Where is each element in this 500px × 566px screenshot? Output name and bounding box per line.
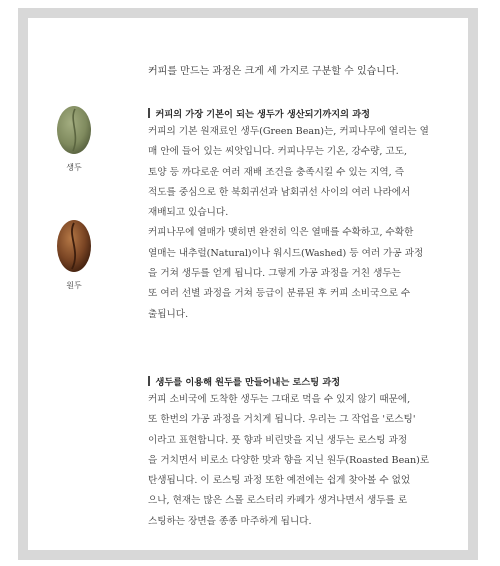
section2-line: 탄생됩니다. 이 로스팅 과정 또한 예전에는 쉽게 찾아볼 수 없었 xyxy=(148,475,411,487)
section2-line: 이라고 표현합니다. 풋 향과 비린맛을 지닌 생두는 로스팅 과정 xyxy=(148,434,408,446)
section1-line: 을 거쳐 생두를 얻게 됩니다. 그렇게 가공 과정을 거친 생두는 xyxy=(148,268,401,280)
section1-line: 출됩니다. xyxy=(148,308,189,320)
section1-line: 커피의 기본 원재료인 생두(Green Bean)는, 커피나무에 열리는 열 xyxy=(148,126,429,137)
section1-paragraph xyxy=(148,122,452,325)
roasted-coffee-bean-icon xyxy=(54,218,94,274)
section2-heading xyxy=(148,374,448,388)
page-frame xyxy=(18,8,478,560)
roasted-bean-image xyxy=(54,218,94,274)
heading-bar xyxy=(148,376,150,386)
section2-line: 커피 소비국에 도착한 생두는 그대로 먹을 수 있지 않기 때문에, xyxy=(148,394,411,405)
section2-paragraph xyxy=(148,390,452,532)
green-bean-label: 생두 xyxy=(66,163,82,172)
green-coffee-bean-icon xyxy=(54,104,94,156)
section2-line: 으나, 현재는 많은 스몰 로스터리 카페가 생겨나면서 생두를 로 xyxy=(148,495,408,507)
section1-line: 매 안에 들어 있는 씨앗입니다. 커피나무는 기온, 강수량, 고도, xyxy=(148,146,408,158)
document-page xyxy=(28,18,468,550)
section1-line: 커피나무에 열매가 맺히면 완전히 익은 열매를 수확하고, 수확한 xyxy=(148,227,414,239)
green-bean-image xyxy=(54,104,94,156)
section2-line: 스팅하는 장면을 종종 마주하게 됩니다. xyxy=(148,515,312,527)
section1-line: 적도를 중심으로 한 북회귀선과 남회귀선 사이의 여러 나라에서 xyxy=(148,186,411,198)
intro-text: 커피를 만드는 과정은 크게 세 가지로 구분할 수 있습니다. xyxy=(148,66,399,77)
section1-line: 열매는 내추럴(Natural)이나 워시드(Washed) 등 여러 가공 과정 xyxy=(148,247,424,259)
section1-heading-text: 커피의 가장 기본이 되는 생두가 생산되기까지의 과정 xyxy=(155,109,370,120)
section2-line: 또 한번의 가공 과정을 거치게 됩니다. 우리는 그 작업을 '로스팅' xyxy=(148,414,416,426)
section2-heading-text: 생두를 이용해 원두를 만들어내는 로스팅 과정 xyxy=(155,377,341,388)
section1-heading xyxy=(148,106,448,120)
section1-line: 토양 등 까다로운 여러 재배 조건을 충족시킬 수 있는 지역, 즉 xyxy=(148,166,404,178)
roasted-bean-label: 원두 xyxy=(66,281,82,290)
heading-bar xyxy=(148,108,150,118)
section1-line: 또 여러 선별 과정을 거쳐 등급이 분류된 후 커피 소비국으로 수 xyxy=(148,288,411,300)
section1-line: 재배되고 있습니다. xyxy=(148,207,229,219)
section2-line: 을 거치면서 비로소 다양한 맛과 향을 지닌 원두(Roasted Bean)로 xyxy=(148,454,430,466)
